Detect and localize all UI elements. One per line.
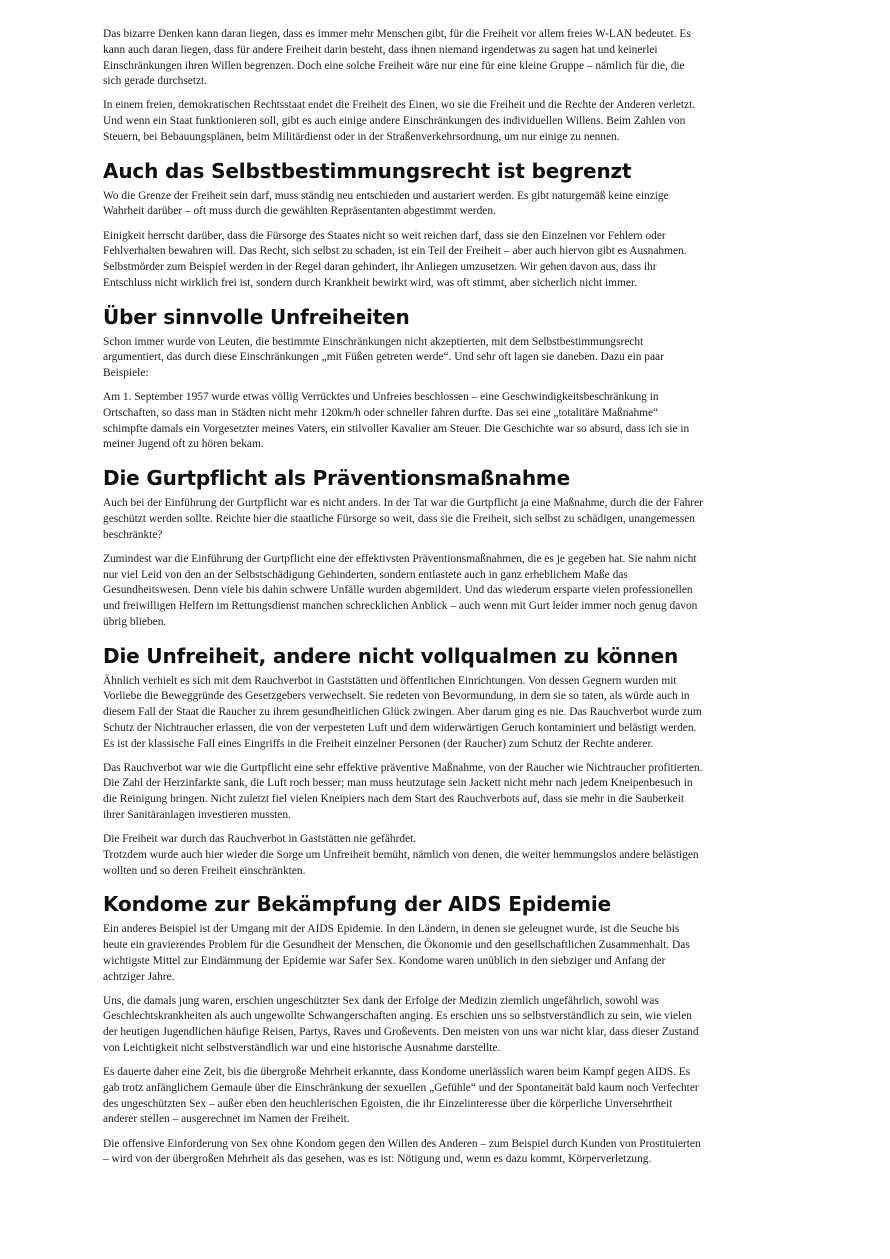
section-paragraph: Das Rauchverbot war wie die Gurtpflicht eine sehr effektive präventive Maßnahme, von der Raucher wie Nichtraucher profitierten. Die Zahl der Herzinfarkte sank, die Luft roch besser; man muss heutzutage sein Jackett nicht mehr nach jedem Kneipenbesuch in die Reinigung bringen. Nicht zuletzt fiel vielen Kneipiers nach dem Start des Rauchverbots auf, dass sie mehr in die Sauberkeit ihrer Sanitäranlagen investieren mussten. <box>103 761 703 821</box>
section-paragraph: Zumindest war die Einführung der Gurtpflicht eine der effektivsten Präventionsmaßnahmen, die es je gegeben hat. Sie nahm nicht nur viel Leid von den an der Selbstschädigung Gehinderten, sondern entlastete auch in ganz erheblichem Maße das Gesundheitswesen. Denn viele bis dahin schwere Unfälle wurden abgemildert. Und das wiederum ersparte vielen professionellen und freiwilligen Helfern im Rettungsdienst manchen schrecklichen Anblick – auch wenn mit Gurt leider immer noch genug davon übrig blieben. <box>103 552 698 628</box>
section-selbstbestimmungsrecht <box>103 158 703 292</box>
section-paragraph: Schon immer wurde von Leuten, die bestimmte Einschränkungen nicht akzeptierten, mit dem Selbstbestimmungsrecht argumentiert, das durch diese Einschränkungen „mit Füßen getreten werde“. Und sehr oft lagen sie daneben. Dazu ein paar Beispiele: <box>103 335 664 380</box>
section-paragraph: Uns, die damals jung waren, erschien ungeschützter Sex dank der Erfolge der Medizin ziemlich ungefährlich, sowohl was Geschlechtskrankheiten als auch ungewollte Schwangerschaften anging. Es erschien uns so selbstverständlich zu sein, wie vielen der heutigen Jugendlichen häufige Reisen, Partys, Raves und Großevents. Den meisten von uns war nicht klar, dass dieser Zustand von Leichtigkeit nicht selbstverständlich war und eine historische Ausnahme darstellte. <box>103 994 699 1054</box>
article-body <box>103 27 703 1176</box>
section-gurtpflicht <box>103 465 703 630</box>
section-paragraph: Die offensive Einforderung von Sex ohne Kondom gegen den Willen des Anderen – zum Beispiel durch Kunden von Prostituierten – wird von der übergroßen Mehrheit als das gesehen, was es ist: Nötigung und, wenn es dazu kommt, Körperverletzung. <box>103 1137 701 1166</box>
section-heading: Kondome zur Bekämpfung der AIDS Epidemie <box>103 892 612 917</box>
section-paragraph: Die Freiheit war durch das Rauchverbot in Gaststätten nie gefährdet. <box>103 833 417 846</box>
section-heading: Auch das Selbstbestimmungsrecht ist begrenzt <box>103 158 632 183</box>
section-paragraph: Trotzdem wurde auch hier wieder die Sorge um Unfreiheit bemüht, nämlich von denen, die weiter hemmungslos andere belästigen wollten und so deren Freiheit einschränkten. <box>103 848 699 877</box>
section-paragraph: Ein anderes Beispiel ist der Umgang mit der AIDS Epidemie. In den Ländern, in denen sie geleugnet wurde, ist die Seuche bis heute ein gravierendes Problem für die Gesundheit der Menschen, die Ökonomie und den gesellschaftlichen Zusammenhalt. Das wichtigste Mittel zur Eindämmung der Epidemie war Safer Sex. Kondome waren unüblich in den siebziger und Anfang der achtziger Jahre. <box>103 923 690 983</box>
section-rauchverbot <box>103 643 703 880</box>
section-paragraph: Einigkeit herrscht darüber, dass die Fürsorge des Staates nicht so weit reichen darf, dass sie den Einzelnen vor Fehlern oder Fehlverhalten bewahren will. Das Recht, sich selbst zu schaden, ist ein Teil der Freiheit – aber auch hiervon gibt es Ausnahmen. Selbstmörder zum Beispiel werden in der Regel daran gehindert, ihr Anliegen umzusetzen. Wir gehen davon aus, dass ihr Entschluss nicht wirklich frei ist, sondern durch Krankheit bewirkt wird, was oft stimmt, aber sicherlich nicht immer. <box>103 229 687 289</box>
section-paragraph: Es dauerte daher eine Zeit, bis die übergroße Mehrheit erkannte, dass Kondome unerlässlich waren beim Kampf gegen AIDS. Es gab trotz anfänglichem Gemaule über die Einschränkung der sexuellen „Gefühle“ und der Spontaneität bald kaum noch Verfechter des ungeschützten Sex – außer eben den heuchlerischen Egoisten, die ihr Einzelinteresse über die körperliche Unversehrtheit anderer stellen – ausgerechnet im Namen der Freiheit. <box>103 1066 699 1126</box>
section-paragraph: Auch bei der Einführung der Gurtpflicht war es nicht anders. In der Tat war die Gurtpflicht ja eine Maßnahme, durch die der Fahrer geschützt werden sollte. Reichte hier die staatliche Fürsorge so weit, dass sie die Freiheit, sich selbst zu schädigen, unangemessen beschränkte? <box>103 497 703 541</box>
intro-paragraph: In einem freien, demokratischen Rechtsstaat endet die Freiheit des Einen, wo sie die Freiheit und die Rechte der Anderen verletzt. Und wenn ein Staat funktionieren soll, gibt es auch einige andere Einschränkungen des individuellen Willens. Beim Zahlen von Steuern, bei Bebauungsplänen, beim Militärdienst oder in der Straßenverkehrsordnung, um nur einige zu nennen. <box>103 99 696 143</box>
section-paragraph: Ähnlich verhielt es sich mit dem Rauchverbot in Gaststätten und öffentlichen Einrichtungen. Von dessen Gegnern wurden mit Vorliebe die Beweggründe des Gesetzgebers verwechselt. Sie redeten von Bevormundung, in dem sie so taten, als würde auch in diesem Fall der Staat die Raucher zu ihrem gesundheitlichen Glück zwingen. Aber darum ging es nie. Das Rauchverbot wurde zum Schutz der Nichtraucher erlassen, die von der verpesteten Luft und dem widerwärtigen Geruch kontaminiert und belästigt werden. Es ist der klassische Fall eines Eingriffs in die Freiheit einzelner Personen (der Raucher) zum Schutz der Rechte anderer. <box>103 674 702 750</box>
section-sinnvolle-unfreiheiten <box>103 304 703 454</box>
intro-paragraph: Das bizarre Denken kann daran liegen, dass es immer mehr Menschen gibt, für die Freiheit vor allem freies W-LAN bedeutet. Es kann auch daran liegen, dass für andere Freiheit darin besteht, dass ihnen niemand irgendetwas zu sagen hat und keinerlei Einschränkungen ihren Willen begrenzen. Doch eine solche Freiheit wäre nur eine für eine kleine Gruppe – nämlich für die, die sich gerade durchsetzt. <box>103 28 691 88</box>
section-heading: Die Unfreiheit, andere nicht vollqualmen zu können <box>103 643 679 668</box>
section-kondome-aids <box>103 891 703 1168</box>
section-paragraph: Am 1. September 1957 wurde etwas völlig Verrücktes und Unfreies beschlossen – eine Geschwindigkeitsbeschränkung in Ortschaften, so dass man in Städten nicht mehr 120km/h oder schneller fahren durfte. Das sei eine „totalitäre Maßnahme“ schimpfte damals ein Vorgesetzter meines Vaters, ein stilvoller Kavalier am Steuer. Die Geschichte war so absurd, dass ich sie in meiner Jugend oft zu hören bekam. <box>103 391 690 451</box>
section-heading: Über sinnvolle Unfreiheiten <box>103 304 410 329</box>
section-heading: Die Gurtpflicht als Präventionsmaßnahme <box>103 466 571 491</box>
section-paragraph: Wo die Grenze der Freiheit sein darf, muss ständig neu entschieden und austariert werden. Es gibt naturgemäß keine einzige Wahrheit darüber – oft muss durch die gewählten Repräsentanten abgestimmt werden. <box>103 189 669 218</box>
